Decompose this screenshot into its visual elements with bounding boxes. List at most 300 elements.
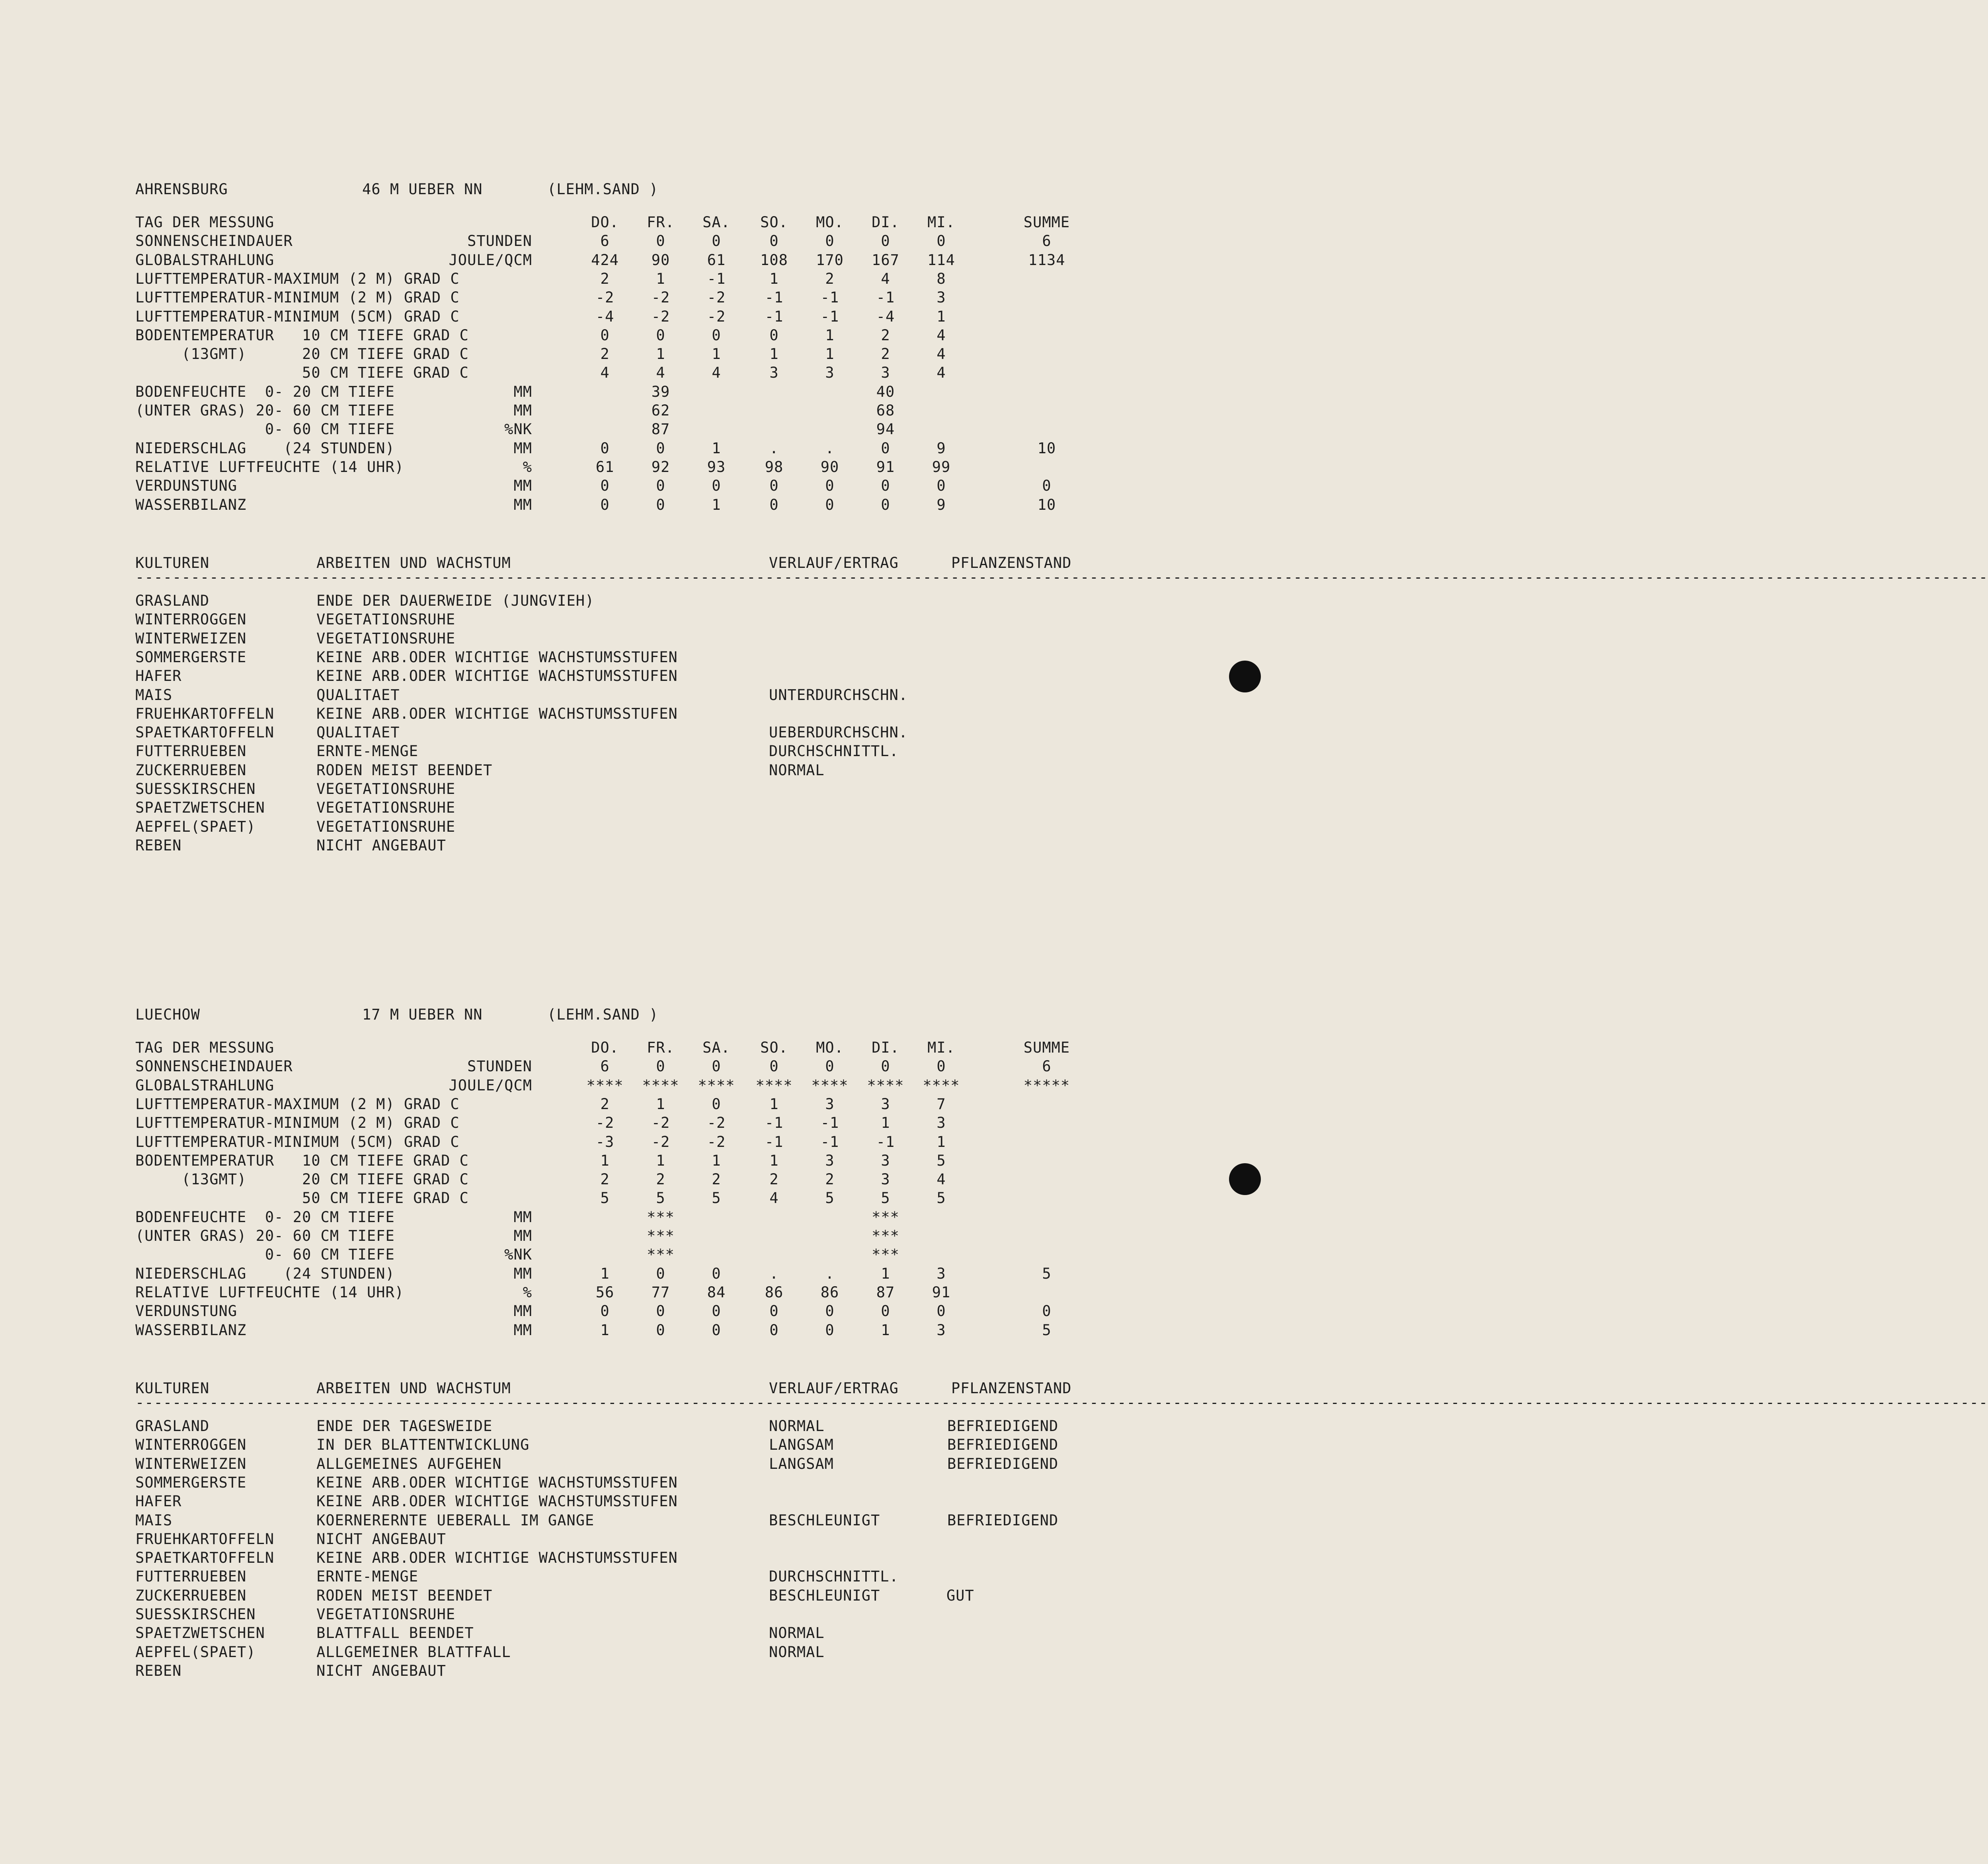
- value-cell: 2: [600, 1171, 610, 1188]
- value-cell: 2: [600, 1095, 610, 1113]
- measurement-label: 0- 60 CM TIEFE: [135, 421, 395, 438]
- crop-name: MAIS: [135, 686, 173, 704]
- measurement-label: NIEDERSCHLAG (24 STUNDEN): [135, 1265, 395, 1282]
- value-cell: 1: [769, 1095, 779, 1113]
- value-cell: 5: [825, 1189, 835, 1207]
- crop-name: AEPFEL(SPAET): [135, 1643, 256, 1661]
- value-cell: 0: [881, 1302, 890, 1320]
- crop-stand: BEFRIEDIGEND: [947, 1455, 1059, 1472]
- measurement-label: BODENFEUCHTE 0- 20 CM TIEFE: [135, 1208, 395, 1226]
- value-cell: 40: [876, 383, 895, 400]
- value-cell: 9: [936, 439, 946, 457]
- value-cell: 2: [881, 326, 890, 344]
- value-cell: -4: [876, 308, 895, 325]
- value-cell: 5: [656, 1189, 665, 1207]
- value-cell: -1: [876, 289, 895, 306]
- value-cell: 84: [707, 1283, 726, 1301]
- crops-header-stand: PFLANZENSTAND: [951, 554, 1072, 571]
- measurement-row: [0, 345, 1300, 365]
- value-cell: 3: [936, 1321, 946, 1339]
- value-cell: 99: [932, 458, 951, 476]
- measurement-unit: MM: [513, 439, 532, 457]
- value-cell: 0: [825, 232, 835, 250]
- measurement-label: SONNENSCHEINDAUER: [135, 1058, 293, 1075]
- crop-name: SPAETZWETSCHEN: [135, 1624, 265, 1642]
- crop-row: [0, 592, 1300, 611]
- measurement-unit: MM: [513, 496, 532, 513]
- value-cell: 0: [769, 1321, 779, 1339]
- measurement-label: RELATIVE LUFTFEUCHTE (14 UHR): [135, 458, 404, 476]
- sum-cell: 10: [1037, 496, 1056, 513]
- crop-row: [0, 667, 1300, 686]
- crop-name: ZUCKERRUEBEN: [135, 1587, 247, 1604]
- value-cell: 1: [600, 1265, 610, 1282]
- crop-name: AEPFEL(SPAET): [135, 818, 256, 835]
- crop-work: NICHT ANGEBAUT: [316, 1530, 446, 1548]
- crop-work: ALLGEMEINES AUFGEHEN: [316, 1455, 502, 1472]
- measurement-label: NIEDERSCHLAG (24 STUNDEN): [135, 439, 395, 457]
- value-cell: .: [769, 439, 779, 457]
- crop-course: NORMAL: [769, 1624, 825, 1642]
- measurement-unit: MM: [513, 1265, 532, 1282]
- value-cell: 5: [936, 1189, 946, 1207]
- measurement-row: [0, 440, 1300, 459]
- value-cell: 87: [651, 421, 670, 438]
- day-header-6: DI.: [872, 214, 899, 231]
- crop-row: [0, 630, 1300, 649]
- crop-stand: BEFRIEDIGEND: [947, 1511, 1059, 1529]
- value-cell: 4: [881, 270, 890, 287]
- measurement-row: [0, 1209, 1300, 1228]
- measurement-label: LUFTTEMPERATUR-MINIMUM (2 M) GRAD C: [135, 1114, 460, 1132]
- value-cell: 0: [769, 232, 779, 250]
- value-cell: ****: [811, 1076, 849, 1094]
- crop-name: REBEN: [135, 836, 182, 854]
- crop-work: KOERNERERNTE UEBERALL IM GANGE: [316, 1511, 595, 1529]
- crop-row: [0, 1512, 1300, 1531]
- measurement-row: [0, 232, 1300, 252]
- crop-stand: BEFRIEDIGEND: [947, 1436, 1059, 1454]
- measurement-label: 50 CM TIEFE GRAD C: [135, 1189, 469, 1207]
- value-cell: 4: [656, 364, 665, 382]
- measurement-label: VERDUNSTUNG: [135, 1302, 238, 1320]
- value-cell: ****: [755, 1076, 793, 1094]
- value-cell: 7: [936, 1095, 946, 1113]
- value-cell: 2: [881, 345, 890, 363]
- crop-name: GRASLAND: [135, 1417, 210, 1435]
- crop-work: BLATTFALL BEENDET: [316, 1624, 474, 1642]
- value-cell: -1: [820, 308, 839, 325]
- measurement-row: [0, 1322, 1300, 1341]
- measurement-row: [0, 1152, 1300, 1171]
- value-cell: ****: [698, 1076, 735, 1094]
- value-cell: ***: [872, 1246, 899, 1263]
- value-cell: -2: [707, 308, 726, 325]
- crop-name: WINTERROGGEN: [135, 611, 247, 628]
- value-cell: -1: [820, 1114, 839, 1132]
- crop-work: KEINE ARB.ODER WICHTIGE WACHSTUMSSTUFEN: [316, 667, 678, 685]
- value-cell: 1: [769, 345, 779, 363]
- value-cell: 0: [881, 232, 890, 250]
- measurement-label: WASSERBILANZ: [135, 1321, 247, 1339]
- value-cell: -1: [876, 1133, 895, 1150]
- value-cell: 1: [712, 439, 721, 457]
- crop-work: RODEN MEIST BEENDET: [316, 761, 493, 779]
- measurement-unit: %: [523, 1283, 532, 1301]
- value-cell: -3: [595, 1133, 615, 1150]
- value-cell: -2: [595, 1114, 615, 1132]
- crop-work: KEINE ARB.ODER WICHTIGE WACHSTUMSSTUFEN: [316, 1493, 678, 1510]
- crop-name: SUESSKIRSCHEN: [135, 780, 256, 797]
- value-cell: 1: [656, 1152, 665, 1169]
- value-cell: 0: [825, 1321, 835, 1339]
- crop-work: KEINE ARB.ODER WICHTIGE WACHSTUMSSTUFEN: [316, 1474, 678, 1491]
- value-cell: 0: [936, 477, 946, 495]
- value-cell: 0: [881, 439, 890, 457]
- value-cell: -1: [765, 308, 784, 325]
- measurement-row: [0, 327, 1300, 346]
- crop-name: WINTERROGGEN: [135, 1436, 247, 1454]
- measurement-label: 50 CM TIEFE GRAD C: [135, 364, 469, 382]
- station-name: AHRENSBURG: [135, 181, 228, 198]
- measurement-unit: MM: [513, 1302, 532, 1320]
- value-cell: 3: [825, 1095, 835, 1113]
- crop-row: [0, 686, 1300, 706]
- day-header-4: SO.: [760, 214, 788, 231]
- value-cell: 3: [825, 364, 835, 382]
- crop-stand: GUT: [946, 1587, 974, 1604]
- crops-header-stand: PFLANZENSTAND: [951, 1380, 1072, 1397]
- value-cell: 61: [707, 251, 726, 269]
- value-cell: 5: [712, 1189, 721, 1207]
- measurement-row: [0, 252, 1300, 271]
- day-header-3: SA.: [702, 214, 730, 231]
- measurement-unit: MM: [513, 402, 532, 419]
- crops-header-arbeiten: ARBEITEN UND WACHSTUM: [316, 1380, 511, 1397]
- value-cell: 0: [712, 1302, 721, 1320]
- value-cell: 86: [820, 1283, 839, 1301]
- measurement-unit: JOULE/QCM: [449, 1076, 532, 1094]
- value-cell: 6: [600, 232, 610, 250]
- measurement-row: [0, 1114, 1300, 1133]
- value-cell: 1: [656, 345, 665, 363]
- measurement-label: (UNTER GRAS) 20- 60 CM TIEFE: [135, 1227, 395, 1244]
- value-cell: 0: [712, 326, 721, 344]
- crop-course: NORMAL: [769, 1643, 825, 1661]
- station-elevation: 46 M UEBER NN: [362, 181, 483, 198]
- value-cell: 93: [707, 458, 726, 476]
- crop-name: FUTTERRUEBEN: [135, 743, 247, 760]
- value-cell: ****: [642, 1076, 679, 1094]
- value-cell: 1: [656, 270, 665, 287]
- measurement-label: TAG DER MESSUNG: [135, 1039, 275, 1056]
- value-cell: 2: [600, 270, 610, 287]
- value-cell: 2: [769, 1171, 779, 1188]
- crop-name: FRUEHKARTOFFELN: [135, 705, 275, 722]
- crop-course: BESCHLEUNIGT: [769, 1587, 880, 1604]
- value-cell: 87: [876, 1283, 895, 1301]
- value-cell: 3: [881, 1171, 890, 1188]
- measurement-label: GLOBALSTRAHLUNG: [135, 1076, 275, 1094]
- value-cell: 56: [595, 1283, 615, 1301]
- crops-header-arbeiten: ARBEITEN UND WACHSTUM: [316, 554, 511, 571]
- crop-row: [0, 649, 1300, 668]
- value-cell: 0: [656, 1058, 665, 1075]
- value-cell: 0: [600, 1302, 610, 1320]
- measurement-row: [0, 402, 1300, 421]
- value-cell: 1: [936, 1133, 946, 1150]
- sum-cell: 0: [1042, 1302, 1052, 1320]
- station-elevation: 17 M UEBER NN: [362, 1006, 483, 1023]
- crop-row: [0, 780, 1300, 799]
- crop-work: ENDE DER TAGESWEIDE: [316, 1417, 493, 1435]
- crops-header-kulturen: KULTUREN: [135, 554, 210, 571]
- measurement-unit: MM: [513, 1227, 532, 1244]
- value-cell: 0: [600, 439, 610, 457]
- sum-cell: *****: [1023, 1076, 1070, 1094]
- measurement-label: GLOBALSTRAHLUNG: [135, 251, 275, 269]
- measurement-row: [0, 1189, 1300, 1209]
- value-cell: 0: [825, 1058, 835, 1075]
- crop-stand: BEFRIEDIGEND: [947, 1417, 1059, 1435]
- day-header-7: MI.: [927, 214, 955, 231]
- value-cell: 0: [656, 1302, 665, 1320]
- measurement-row: [0, 1302, 1300, 1322]
- crop-name: SPAETKARTOFFELN: [135, 1549, 275, 1567]
- crop-row: [0, 1624, 1300, 1644]
- crop-work: VEGETATIONSRUHE: [316, 780, 456, 797]
- day-header-6: DI.: [872, 1039, 899, 1056]
- measurement-row: [0, 1284, 1300, 1303]
- value-cell: -1: [820, 289, 839, 306]
- value-cell: 0: [881, 477, 890, 495]
- value-cell: 1: [769, 1152, 779, 1169]
- value-cell: 0: [712, 1265, 721, 1282]
- value-cell: 4: [936, 1171, 946, 1188]
- measurement-unit: MM: [513, 477, 532, 495]
- value-cell: -2: [707, 1114, 726, 1132]
- value-cell: 2: [712, 1171, 721, 1188]
- measurement-label: (13GMT) 20 CM TIEFE GRAD C: [135, 345, 469, 363]
- value-cell: 91: [876, 458, 895, 476]
- measurement-unit: STUNDEN: [467, 1058, 532, 1075]
- crop-row: [0, 611, 1300, 630]
- value-cell: -1: [765, 1114, 784, 1132]
- measurement-row: [0, 496, 1300, 515]
- value-cell: 0: [825, 477, 835, 495]
- crop-row: [0, 837, 1300, 856]
- value-cell: 5: [600, 1189, 610, 1207]
- value-cell: ***: [647, 1227, 675, 1244]
- crops-header-kulturen: KULTUREN: [135, 1380, 210, 1397]
- crop-name: FUTTERRUEBEN: [135, 1568, 247, 1585]
- crop-work: KEINE ARB.ODER WICHTIGE WACHSTUMSSTUFEN: [316, 648, 678, 666]
- value-cell: 2: [825, 270, 835, 287]
- value-cell: 170: [816, 251, 844, 269]
- value-cell: 5: [881, 1189, 890, 1207]
- value-cell: 1: [881, 1114, 890, 1132]
- day-header-5: MO.: [816, 1039, 844, 1056]
- day-header-2: FR.: [647, 1039, 675, 1056]
- sum-cell: 0: [1042, 477, 1052, 495]
- sum-cell: 6: [1042, 1058, 1052, 1075]
- value-cell: 167: [872, 251, 899, 269]
- value-cell: ***: [647, 1208, 675, 1226]
- sum-cell: 6: [1042, 232, 1052, 250]
- value-cell: -2: [651, 308, 670, 325]
- measurement-label: TAG DER MESSUNG: [135, 214, 275, 231]
- sum-cell: 5: [1042, 1321, 1052, 1339]
- value-cell: .: [825, 439, 835, 457]
- crop-row: [0, 762, 1300, 781]
- measurement-label: WASSERBILANZ: [135, 496, 247, 513]
- crop-work: VEGETATIONSRUHE: [316, 1606, 456, 1623]
- measurement-row: [0, 1133, 1300, 1152]
- value-cell: 0: [600, 496, 610, 513]
- value-cell: 0: [600, 326, 610, 344]
- value-cell: 4: [769, 1189, 779, 1207]
- measurement-label: LUFTTEMPERATUR-MINIMUM (2 M) GRAD C: [135, 289, 460, 306]
- crop-work: NICHT ANGEBAUT: [316, 836, 446, 854]
- value-cell: ****: [586, 1076, 624, 1094]
- value-cell: 0: [712, 1321, 721, 1339]
- value-cell: -2: [651, 289, 670, 306]
- crop-name: REBEN: [135, 1662, 182, 1679]
- measurement-row: [0, 289, 1300, 308]
- crop-work: ERNTE-MENGE: [316, 743, 419, 760]
- measurement-row: [0, 1077, 1300, 1096]
- value-cell: 5: [936, 1152, 946, 1169]
- value-cell: 0: [881, 496, 890, 513]
- value-cell: .: [825, 1265, 835, 1282]
- dashed-separator: --------------------------------------------------------------------------------------------------------------------------------------------------------------------------------------------------------: [135, 1394, 1988, 1411]
- measurement-row: [0, 383, 1300, 402]
- value-cell: 1: [600, 1152, 610, 1169]
- value-cell: 2: [600, 345, 610, 363]
- crop-work: KEINE ARB.ODER WICHTIGE WACHSTUMSSTUFEN: [316, 1549, 678, 1567]
- crop-row: [0, 1493, 1300, 1512]
- measurement-row: [0, 270, 1300, 289]
- measurement-label: BODENTEMPERATUR 10 CM TIEFE GRAD C: [135, 326, 469, 344]
- measurement-row: [0, 1171, 1300, 1190]
- value-cell: 424: [591, 251, 619, 269]
- crop-name: HAFER: [135, 667, 182, 685]
- value-cell: 0: [825, 1302, 835, 1320]
- crop-name: SOMMERGERSTE: [135, 1474, 247, 1491]
- crop-work: VEGETATIONSRUHE: [316, 611, 456, 628]
- sum-header: SUMME: [1023, 214, 1070, 231]
- crop-work: KEINE ARB.ODER WICHTIGE WACHSTUMSSTUFEN: [316, 705, 678, 722]
- crop-row: [0, 705, 1300, 724]
- value-cell: 8: [936, 270, 946, 287]
- crop-name: MAIS: [135, 1511, 173, 1529]
- value-cell: 0: [936, 1302, 946, 1320]
- crop-row: [0, 1606, 1300, 1625]
- crop-work: ENDE DER DAUERWEIDE (JUNGVIEH): [316, 592, 595, 609]
- value-cell: .: [769, 1265, 779, 1282]
- day-header-5: MO.: [816, 214, 844, 231]
- value-cell: ***: [647, 1246, 675, 1263]
- value-cell: 9: [936, 496, 946, 513]
- value-cell: -1: [765, 289, 784, 306]
- value-cell: 0: [656, 232, 665, 250]
- value-cell: 0: [712, 1058, 721, 1075]
- measurement-row: [0, 1246, 1300, 1265]
- value-cell: 1: [712, 345, 721, 363]
- crop-course: UEBERDURCHSCHN.: [769, 724, 908, 741]
- value-cell: 4: [936, 326, 946, 344]
- value-cell: 0: [712, 1095, 721, 1113]
- value-cell: ****: [867, 1076, 904, 1094]
- measurement-unit: MM: [513, 1208, 532, 1226]
- measurement-row: [0, 214, 1300, 233]
- value-cell: 94: [876, 421, 895, 438]
- crop-course: DURCHSCHNITTL.: [769, 743, 899, 760]
- value-cell: 86: [765, 1283, 784, 1301]
- value-cell: 1: [769, 270, 779, 287]
- station-soil: (LEHM.SAND ): [547, 1006, 659, 1023]
- value-cell: 2: [825, 1171, 835, 1188]
- measurement-row: [0, 421, 1300, 440]
- value-cell: 0: [712, 232, 721, 250]
- value-cell: 108: [760, 251, 788, 269]
- value-cell: 0: [656, 439, 665, 457]
- value-cell: 98: [765, 458, 784, 476]
- crop-name: SPAETKARTOFFELN: [135, 724, 275, 741]
- measurement-row: [0, 1227, 1300, 1246]
- crops-header-verlauf: VERLAUF/ERTRAG: [769, 1380, 899, 1397]
- measurement-row: [0, 477, 1300, 496]
- day-header-2: FR.: [647, 214, 675, 231]
- value-cell: 61: [595, 458, 615, 476]
- crop-work: VEGETATIONSRUHE: [316, 799, 456, 817]
- day-header-3: SA.: [702, 1039, 730, 1056]
- value-cell: 68: [876, 402, 895, 419]
- crop-row: [0, 1531, 1300, 1550]
- measurement-label: 0- 60 CM TIEFE: [135, 1246, 395, 1263]
- crop-name: SUESSKIRSCHEN: [135, 1606, 256, 1623]
- value-cell: 1: [825, 326, 835, 344]
- crop-row: [0, 1644, 1300, 1663]
- sum-cell: 1134: [1028, 251, 1065, 269]
- value-cell: 3: [936, 1265, 946, 1282]
- day-header-1: DO.: [591, 214, 619, 231]
- value-cell: -1: [707, 270, 726, 287]
- measurement-row: [0, 1265, 1300, 1284]
- value-cell: 1: [881, 1265, 890, 1282]
- station-name: LUECHOW: [135, 1006, 200, 1023]
- value-cell: 0: [769, 326, 779, 344]
- crop-work: VEGETATIONSRUHE: [316, 630, 456, 647]
- value-cell: 0: [656, 1265, 665, 1282]
- value-cell: 3: [881, 1152, 890, 1169]
- value-cell: -2: [707, 289, 726, 306]
- crop-name: WINTERWEIZEN: [135, 630, 247, 647]
- value-cell: 0: [656, 326, 665, 344]
- value-cell: 0: [769, 496, 779, 513]
- crop-course: BESCHLEUNIGT: [769, 1511, 880, 1529]
- crop-name: SPAETZWETSCHEN: [135, 799, 265, 817]
- measurement-unit: %: [523, 458, 532, 476]
- crop-row: [0, 1549, 1300, 1568]
- value-cell: 6: [600, 1058, 610, 1075]
- value-cell: 92: [651, 458, 670, 476]
- value-cell: 0: [825, 496, 835, 513]
- station-soil: (LEHM.SAND ): [547, 181, 659, 198]
- value-cell: -2: [651, 1133, 670, 1150]
- crop-row: [0, 1474, 1300, 1493]
- crops-header-verlauf: VERLAUF/ERTRAG: [769, 554, 899, 571]
